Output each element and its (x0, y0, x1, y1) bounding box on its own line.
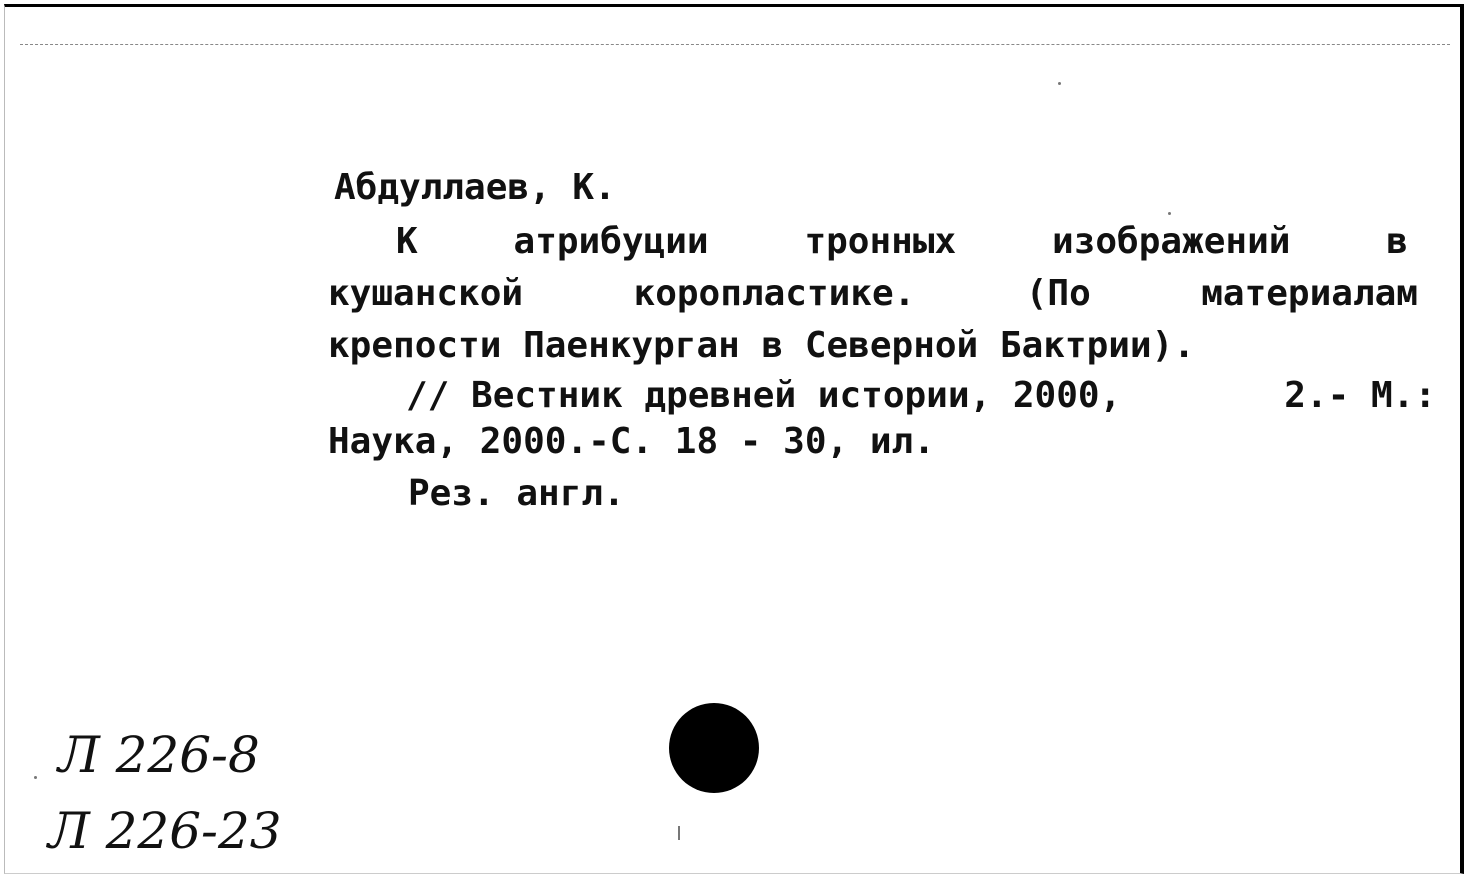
card-title-line-3: крепости Паенкурган в Северной Бактрии). (328, 325, 1195, 366)
card-top-rule (20, 44, 1450, 45)
card-note: Рез. англ. (408, 473, 625, 514)
scan-speck (1058, 82, 1061, 85)
title-word: К (396, 221, 418, 262)
card-source-line-1 (406, 375, 1436, 424)
scan-speck (678, 826, 680, 840)
source-part: // Вестник древней истории, 2000, (406, 375, 1122, 416)
title-word: коропластике. (633, 273, 916, 314)
title-word: изображений (1052, 221, 1291, 262)
title-word: атрибуции (513, 221, 709, 262)
card-title-line-2 (328, 273, 1418, 322)
shelfmark-1: Л 226-8 (58, 726, 260, 784)
title-word: в (1386, 221, 1408, 262)
title-word: тронных (804, 221, 957, 262)
title-word: (По (1025, 273, 1091, 314)
shelfmark-2: Л 226-23 (48, 802, 282, 860)
title-word: материалам (1201, 273, 1418, 314)
source-part: 2.- М.: (1284, 375, 1436, 416)
card-author: Абдуллаев, К. (334, 167, 616, 208)
scan-speck (34, 776, 37, 779)
title-word: кушанской (328, 273, 524, 314)
card-title-line-1 (396, 221, 1408, 270)
punch-hole (669, 703, 759, 793)
card-source-line-2: Наука, 2000.-С. 18 - 30, ил. (328, 421, 935, 462)
scan-speck (1168, 212, 1171, 215)
